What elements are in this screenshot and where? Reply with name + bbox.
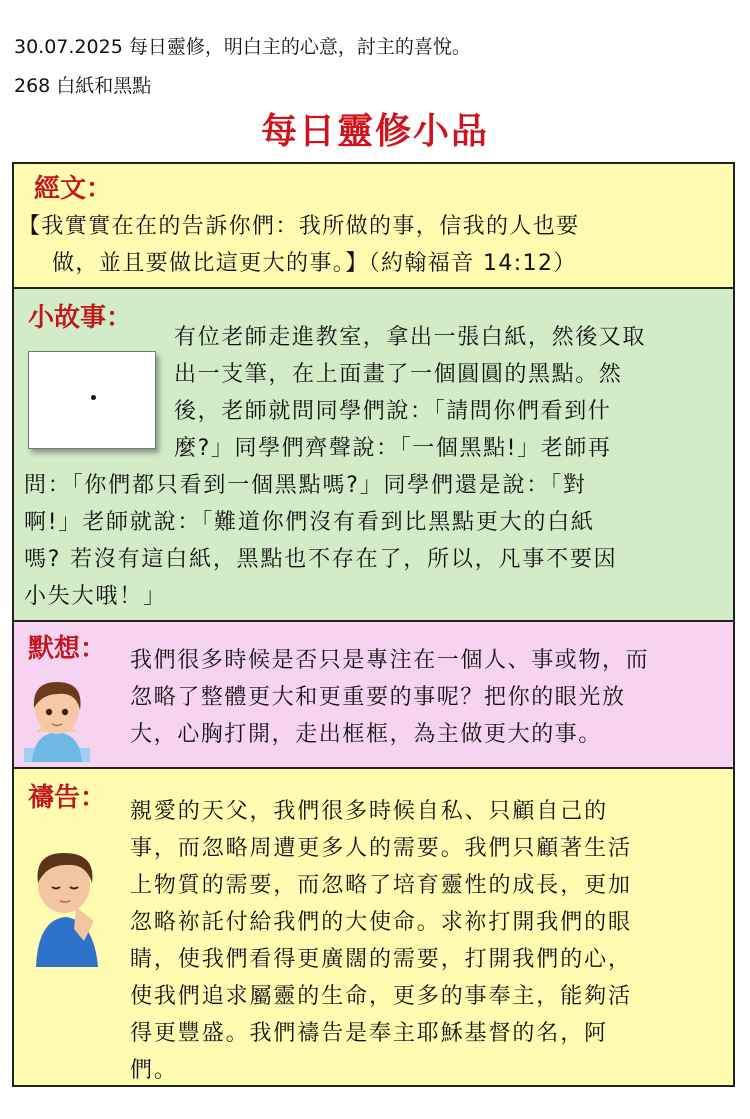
prayer-line: 忽略祢託付給我們的大使命。求祢打開我們的眼 bbox=[130, 910, 632, 935]
prayer-line: 上物質的需要，而忽略了培育靈性的成長，更加 bbox=[130, 873, 632, 898]
white-paper-image bbox=[28, 351, 156, 449]
reflection-line: 大，心胸打開，走出框框，為主做更大的事。 bbox=[130, 722, 603, 747]
scripture-section bbox=[14, 164, 733, 287]
devotion-subtitle: 268 白紙和黑點 bbox=[14, 75, 152, 97]
prayer-section bbox=[14, 767, 733, 1085]
story-line: 問：「你們都只看到一個黑點嗎?」同學們還是說：「對 bbox=[24, 473, 587, 498]
prayer-line: 睛，使我們看得更廣闊的需要，打開我們的心， bbox=[130, 947, 632, 972]
story-text-beside-image bbox=[174, 319, 646, 467]
prayer-line: 使我們追求屬靈的生命，更多的事奉主，能夠活 bbox=[130, 984, 632, 1009]
story-line: 麼?」同學們齊聲說：「一個黑點!」老師再 bbox=[174, 436, 612, 461]
prayer-line: 得更豐盛。我們禱告是奉主耶穌基督的名，阿 bbox=[130, 1021, 609, 1046]
story-section bbox=[14, 287, 733, 620]
date-heading: 30.07.2025 每日靈修，明白主的心意，討主的喜悅。 bbox=[14, 36, 471, 58]
prayer-line: 事，而忽略周遭更多人的需要。我們只顧著生活 bbox=[130, 836, 632, 861]
reflection-text bbox=[130, 642, 649, 753]
story-title: 小故事： bbox=[28, 303, 133, 333]
scripture-text bbox=[18, 208, 580, 282]
prayer-line: 們。 bbox=[130, 1058, 178, 1083]
reflection-line: 忽略了整體更大和更重要的事呢？把你的眼光放 bbox=[130, 685, 626, 710]
story-line: 有位老師走進教室，拿出一張白紙，然後又取 bbox=[174, 325, 647, 350]
story-line: 小失大哦！」 bbox=[24, 584, 167, 609]
page-title: 每日靈修小品 bbox=[260, 111, 489, 152]
story-line: 後，老師就問同學們說：「請問你們看到什 bbox=[174, 399, 612, 424]
scripture-line: 做，並且要做比這更大的事。】（約翰福音 14:12） bbox=[52, 251, 577, 276]
reflection-line: 我們很多時候是否只是專注在一個人、事或物，而 bbox=[130, 648, 650, 673]
praying-boy-illustration bbox=[20, 837, 110, 967]
story-line: 啊!」老師就說：「難道你們沒有看到比黑點更大的白紙 bbox=[24, 510, 595, 535]
prayer-line: 親愛的天父，我們很多時候自私、只顧自己的 bbox=[130, 799, 609, 824]
prayer-text bbox=[130, 793, 632, 1085]
story-line: 出一支筆，在上面畫了一個圓圓的黑點。然 bbox=[174, 362, 623, 387]
thinking-boy-illustration bbox=[22, 668, 92, 762]
scripture-title: 經文： bbox=[34, 174, 113, 204]
reflection-title: 默想： bbox=[28, 634, 107, 664]
story-text-full bbox=[24, 467, 617, 615]
black-dot bbox=[91, 395, 96, 400]
story-line: 嗎? 若沒有這白紙，黑點也不存在了，所以，凡事不要因 bbox=[24, 547, 618, 572]
prayer-title: 禱告： bbox=[28, 783, 107, 813]
reflection-section bbox=[14, 620, 733, 767]
scripture-line: 【我實實在在的告訴你們：我所做的事，信我的人也要 bbox=[18, 214, 580, 239]
devotional-card bbox=[12, 162, 735, 1087]
